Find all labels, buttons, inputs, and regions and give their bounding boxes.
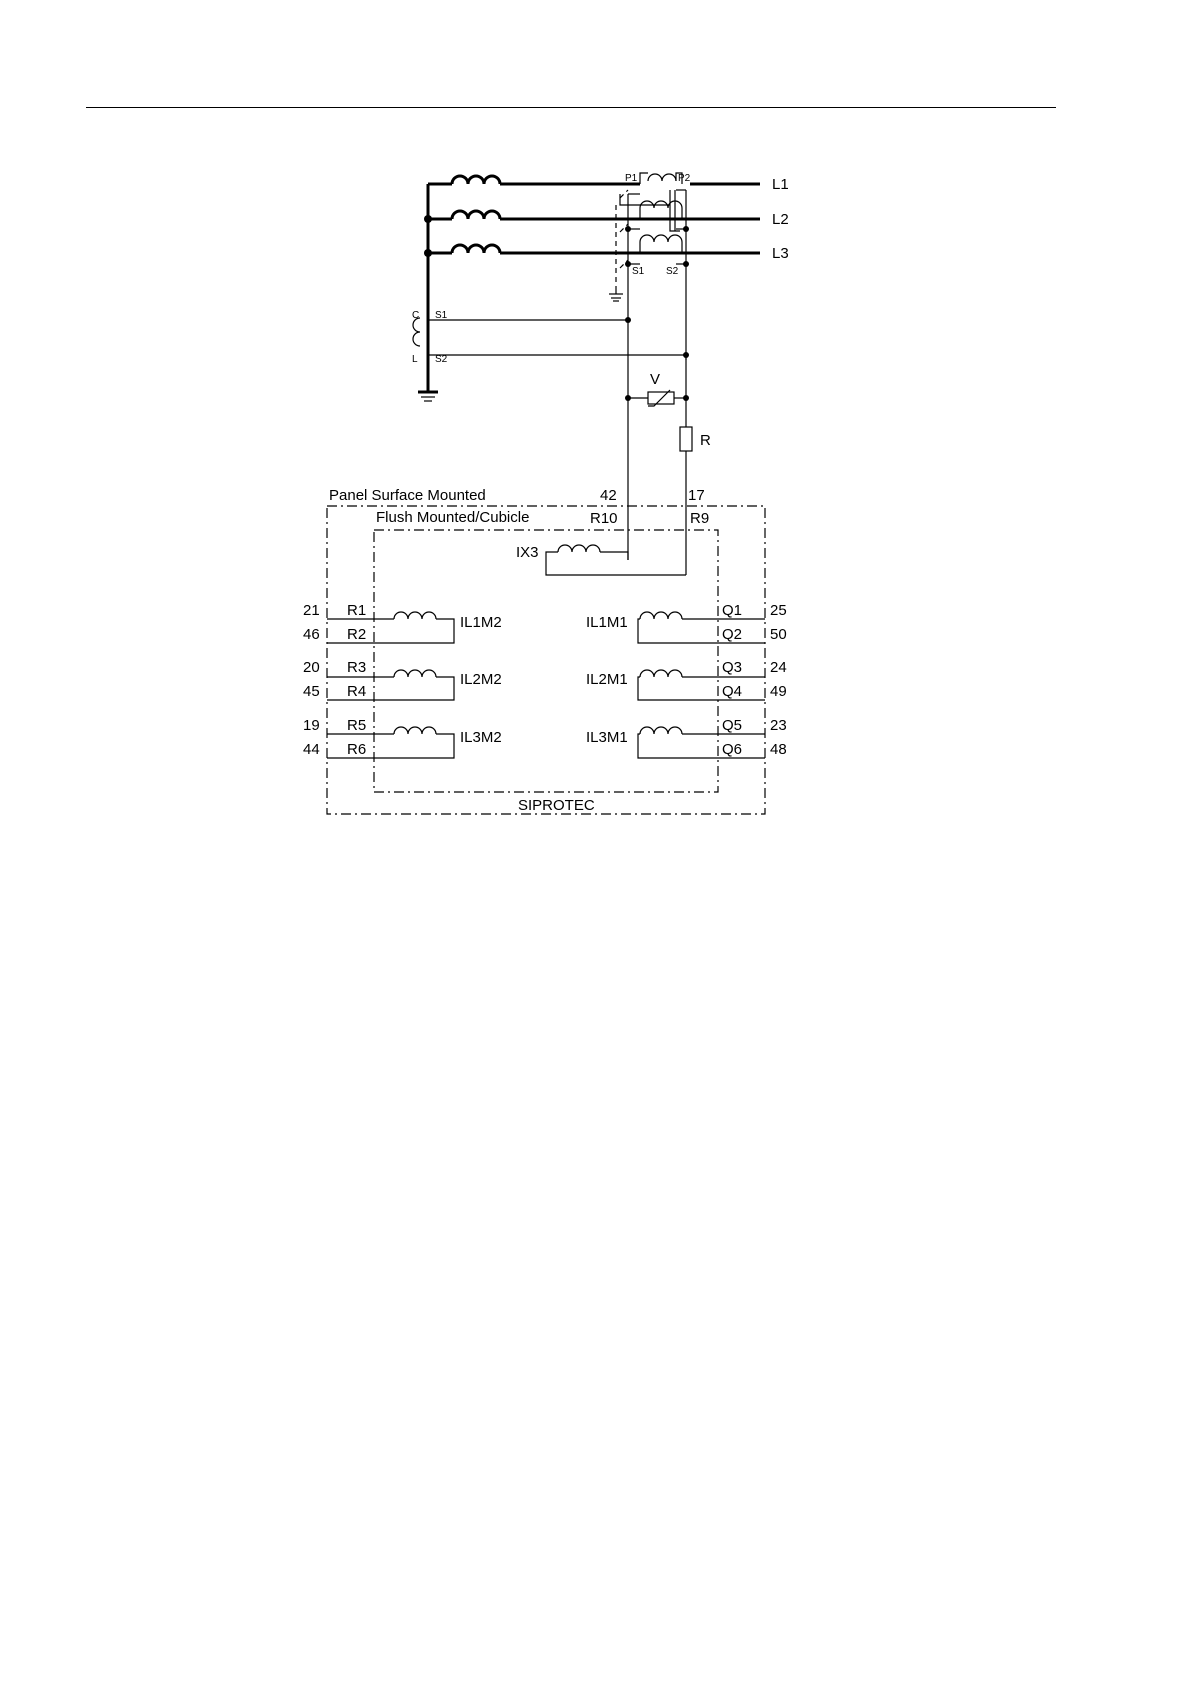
- enclosure-inner-label: Flush Mounted/Cubicle: [376, 509, 530, 526]
- input-left-3-name: IL3M2: [460, 729, 502, 746]
- terminal-q2: Q2: [722, 626, 743, 643]
- ground-icon: [418, 392, 438, 401]
- neutral-ct-c: C: [412, 310, 420, 321]
- ct-terminal-p1: P1: [625, 173, 638, 184]
- phase-label-l3: L3: [772, 245, 789, 262]
- device-label: SIPROTEC: [518, 797, 595, 814]
- earth-switch-ground-icon: [609, 290, 623, 301]
- terminal-44: 44: [303, 741, 320, 758]
- input-right-3-name: IL3M1: [586, 729, 628, 746]
- terminal-r3: R3: [347, 659, 367, 676]
- terminal-48: 48: [770, 741, 787, 758]
- input-ix3: [546, 545, 686, 575]
- terminal-20: 20: [303, 659, 320, 676]
- phase-label-l2: L2: [772, 211, 789, 228]
- terminal-q6: Q6: [722, 741, 743, 758]
- input-ix3-label: IX3: [516, 544, 539, 561]
- terminal-r10: R10: [590, 510, 618, 527]
- terminal-45: 45: [303, 683, 320, 700]
- neutral-ct-s1: S1: [435, 310, 448, 321]
- input-right-3: [638, 727, 765, 758]
- source-winding-l2: [452, 211, 500, 219]
- terminal-23: 23: [770, 717, 787, 734]
- terminal-q1: Q1: [722, 602, 743, 619]
- terminal-r6: R6: [347, 741, 367, 758]
- terminal-24: 24: [770, 659, 787, 676]
- source-windings: [418, 176, 760, 401]
- source-winding-l1: [452, 176, 500, 184]
- input-right-2: [638, 670, 765, 700]
- ct-terminal-s2: S2: [666, 266, 679, 277]
- input-right-2-name: IL2M1: [586, 671, 628, 688]
- terminal-25: 25: [770, 602, 787, 619]
- input-left-1-name: IL1M2: [460, 614, 502, 631]
- input-right-1-name: IL1M1: [586, 614, 628, 631]
- terminal-21: 21: [303, 602, 320, 619]
- neutral-current-transformer: [413, 317, 689, 358]
- terminal-42: 42: [600, 487, 617, 504]
- terminal-r5: R5: [347, 717, 367, 734]
- varistor-label: V: [650, 371, 661, 388]
- terminal-50: 50: [770, 626, 787, 643]
- input-left-2-name: IL2M2: [460, 671, 502, 688]
- input-right-1: [638, 612, 765, 643]
- neutral-ct-l: L: [412, 354, 418, 365]
- terminal-q5: Q5: [722, 717, 743, 734]
- terminal-r1: R1: [347, 602, 367, 619]
- terminal-r4: R4: [347, 683, 367, 700]
- phase-label-l1: L1: [772, 176, 789, 193]
- terminal-17: 17: [688, 487, 705, 504]
- terminal-46: 46: [303, 626, 320, 643]
- terminal-q4: Q4: [722, 683, 743, 700]
- terminal-r9: R9: [690, 510, 710, 527]
- source-winding-l3: [452, 245, 500, 253]
- ct-terminal-p2: P2: [678, 173, 691, 184]
- enclosure-outer-label: Panel Surface Mounted: [329, 487, 486, 504]
- terminal-q3: Q3: [722, 659, 743, 676]
- terminal-49: 49: [770, 683, 787, 700]
- terminal-r2: R2: [347, 626, 367, 643]
- neutral-ct-s2: S2: [435, 354, 448, 365]
- terminal-19: 19: [303, 717, 320, 734]
- ct-terminal-s1: S1: [632, 266, 645, 277]
- resistor-label: R: [700, 432, 711, 449]
